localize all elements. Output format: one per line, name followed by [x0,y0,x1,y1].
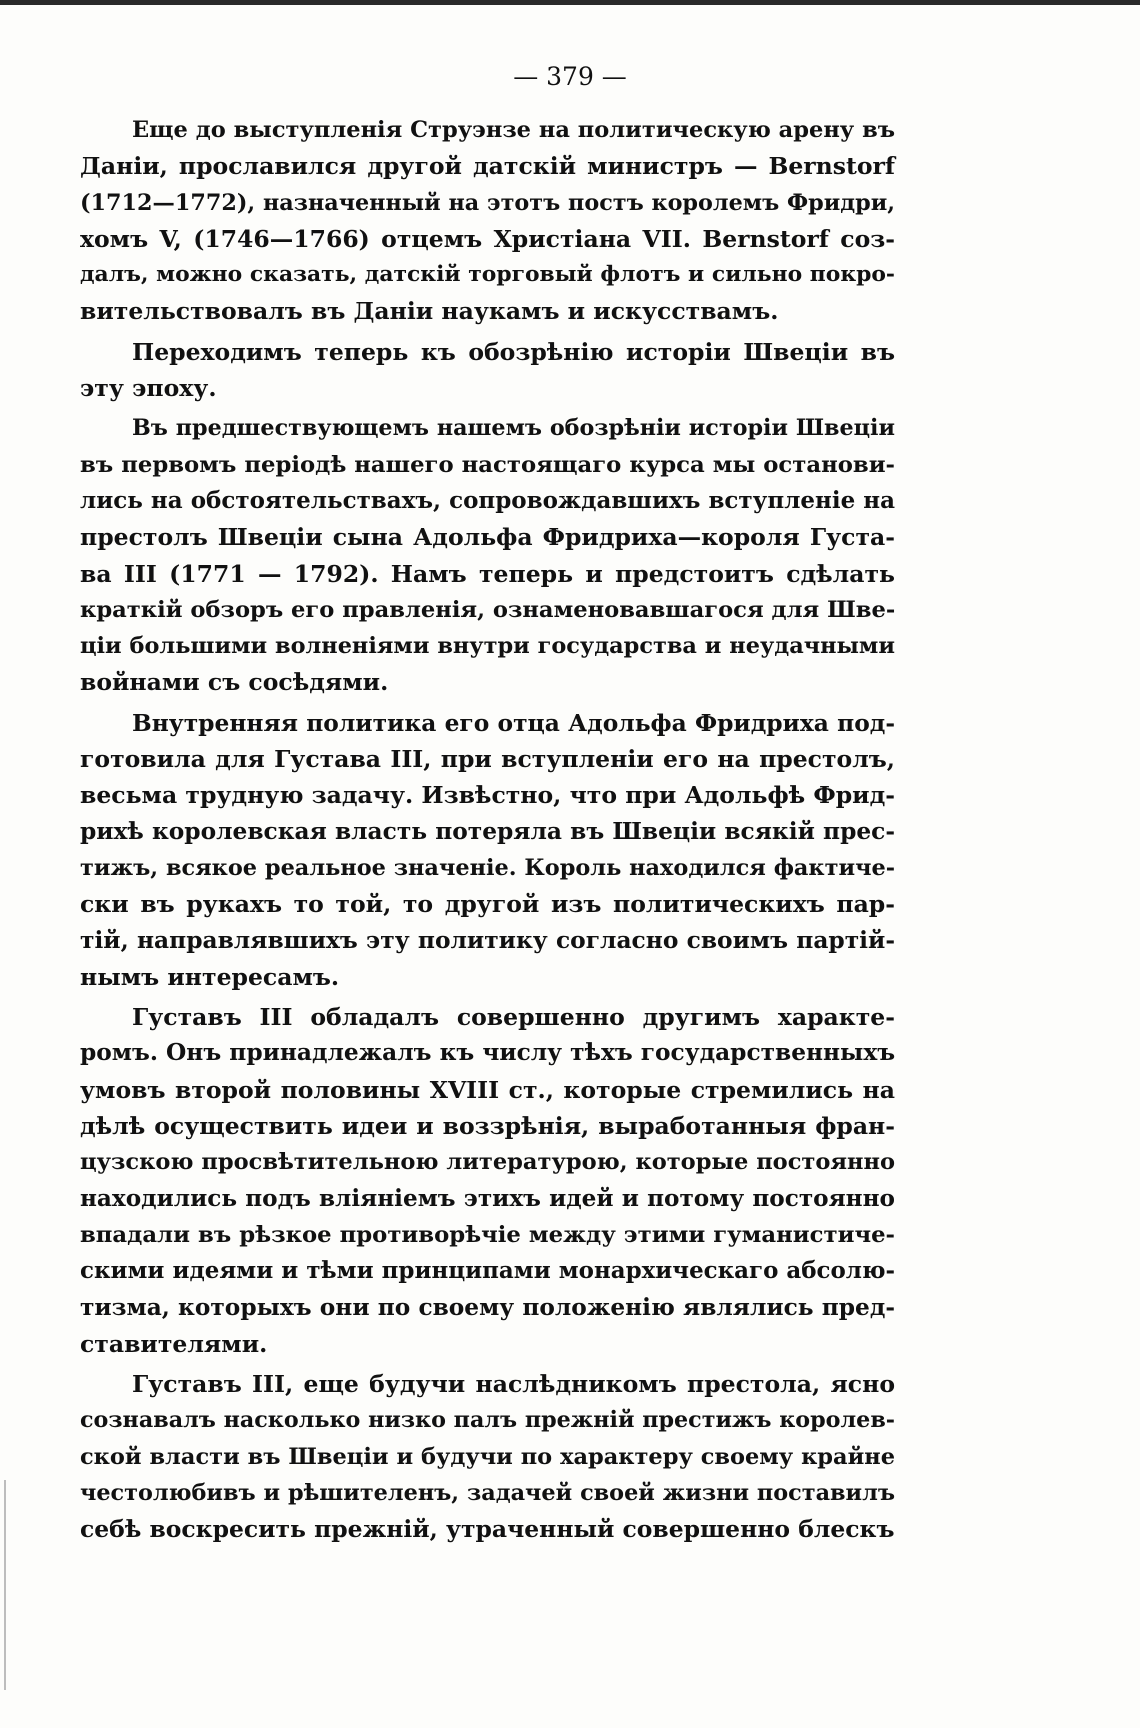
text-line: Густавъ III обладалъ совершенно другимъ характе- [132,1003,895,1032]
text-line: Внутренняя политика его отца Адольфа Фридриха под- [132,708,895,737]
text-line: цузскою просвѣтительною литературою, которые постоянно [80,1149,895,1176]
paragraph [80,112,895,330]
paragraph [80,705,895,995]
text-line: далъ, можно сказать, датскій торговый флотъ и сильно покро- [80,262,895,288]
text-line: дѣлѣ осуществить идеи и воззрѣнія, выработанныя фран- [80,1112,895,1141]
text-line: нымъ интересамъ. [80,962,340,991]
text-line: хомъ V, (1746—1766) отцемъ Христіана VII. Bernstorf соз- [80,224,895,253]
paragraph [80,1366,895,1547]
text-line: умовъ второй половины XVIII ст., которые стремились на [80,1075,895,1104]
text-line: лись на обстоятельствахъ, сопровождавшихъ вступленіе на [80,486,895,514]
paragraph [80,334,895,407]
text-line: скими идеями и тѣми принципами монархическаго абсолю- [80,1257,895,1285]
text-line: тій, направлявшихъ эту политику согласно своимъ партій- [80,926,895,954]
text-line: въ первомъ періодѣ нашего настоящаго курса мы останови- [80,451,895,478]
text-line: краткій обзоръ его правленія, ознаменовавшагося для Шве- [80,596,896,623]
text-line: готовила для Густава III, при вступленіи его на престолъ, [80,745,895,774]
text-line: Густавъ III, еще будучи наслѣдникомъ престола, ясно [132,1370,895,1399]
text-line: ва III (1771 — 1792). Намъ теперь и предстоитъ сдѣлать [80,559,895,588]
text-line: войнами съ сосѣдями. [80,668,389,697]
text-line: впадали въ рѣзкое противорѣчіе между этими гуманистиче- [80,1221,895,1248]
text-line: эту эпоху. [80,374,217,403]
text-line: ски въ рукахъ то той, то другой изъ политическихъ пар- [80,890,895,919]
text-line: Въ предшествующемъ нашемъ обозрѣніи исторіи Швеціи [132,415,895,442]
text-line: Еще до выступленія Струэнзе на политическую арену въ [132,117,895,143]
page-top-edge [0,0,1140,5]
text-line: ставителями. [80,1329,268,1358]
text-line: находились подъ вліяніемъ этихъ идей и потому постоянно [80,1184,895,1212]
text-line: ской власти въ Швеціи и будучи по характеру своему крайне [80,1443,895,1470]
text-line: сознавалъ насколько низко палъ прежній престижъ королев- [80,1407,895,1434]
text-line: тижъ, всякое реальное значеніе. Король находился фактиче- [80,854,895,881]
text-line: честолюбивъ и рѣшителенъ, задачей своей жизни поставилъ [80,1479,895,1506]
text-line: рихѣ королевская власть потеряла въ Швеціи всякій прес- [80,817,895,845]
text-line: весьма трудную задачу. Извѣстно, что при Адольфѣ Фрид- [80,781,895,810]
text-line: ромъ. Онъ принадлежалъ къ числу тѣхъ государственныхъ [80,1039,896,1067]
paragraph [80,999,895,1362]
text-line: (1712—1772), назначенный на этотъ постъ королемъ Фридри, [80,189,895,216]
text-line: Даніи, прославился другой датскій министръ — Bernstorf [80,152,895,181]
text-line: престолъ Швеціи сына Адольфа Фридриха—короля Густа- [80,523,895,552]
scan-margin-mark [4,1480,6,1690]
text-line: себѣ воскресить прежній, утраченный совершенно блескъ [80,1515,895,1544]
text-line: вительствовалъ въ Даніи наукамъ и искусствамъ. [80,297,779,326]
paragraph [80,410,895,700]
text-line: Переходимъ теперь къ обозрѣнію исторіи Швеціи въ [132,337,895,366]
page-number: — 379 — [513,62,627,91]
text-line: ціи большими волненіями внутри государства и неудачными [80,633,895,660]
text-line: тизма, которыхъ они по своему положенію являлись пред- [80,1293,895,1321]
body-text [80,112,895,1552]
